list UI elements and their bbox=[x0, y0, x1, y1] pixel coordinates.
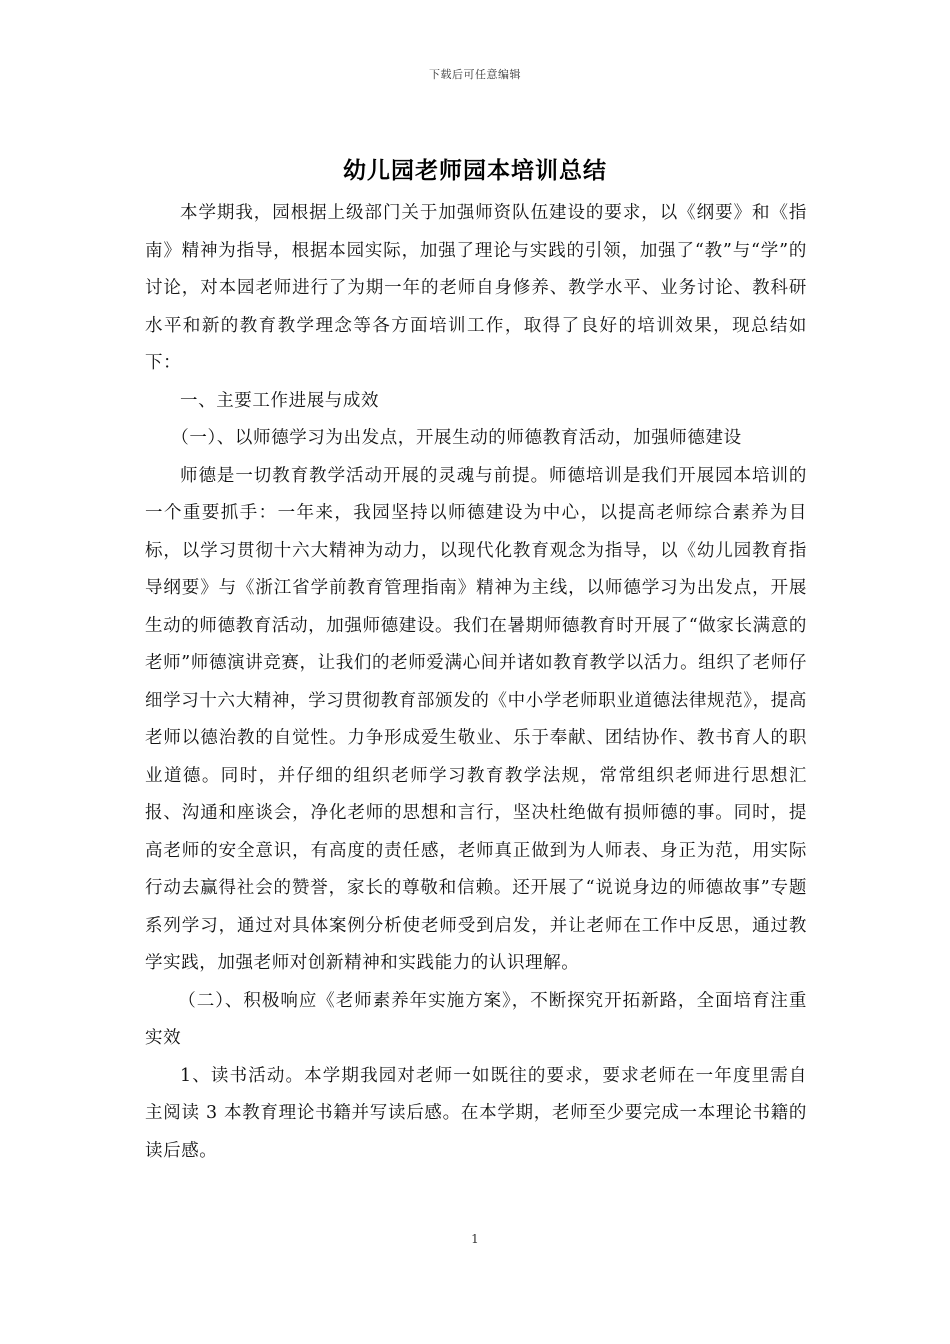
section-heading-1: 一、主要工作进展与成效 bbox=[180, 390, 380, 411]
page-header-note: 下载后可任意编辑 bbox=[429, 68, 521, 81]
reading-activity-paragraph: 1、读书活动。本学期我园对老师一如既往的要求，要求老师在一年度里需自主阅读 3 本教育理论书籍并写读后感。在本学期，老师至少要完成一本理论书籍的读后感。 bbox=[145, 1065, 807, 1161]
intro-paragraph: 本学期我，园根据上级部门关于加强师资队伍建设的要求，以《纲要》和《指南》精神为指导，根据本园实际，加强了理论与实践的引领，加强了“教”与“学”的讨论，对本园老师进行了为期一年的老师自身修养、教学水平、业务讨论、教科研水平和新的教育教学理念等各方面培训工作，取得了良好的培训效果，现总结如下： bbox=[145, 203, 807, 373]
document-body bbox=[145, 195, 807, 1170]
ethics-paragraph: 师德是一切教育教学活动开展的灵魂与前提。师德培训是我们开展园本培训的一个重要抓手：一年来，我园坚持以师德建设为中心，以提高老师综合素养为目标，以学习贯彻十六大精神为动力，以现代化教育观念为指导，以《幼儿园教育指导纲要》与《浙江省学前教育管理指南》精神为主线，以师德学习为出发点，开展生动的师德教育活动，加强师德建设。我们在暑期师德教育时开展了“做家长满意的老师”师德演讲竞赛，让我们的老师爱满心间并诸如教育教学以活力。组织了老师仔细学习十六大精神，学习贯彻教育部颁发的《中小学老师职业道德法律规范》，提高老师以德治教的自觉性。力争形成爱生敬业、乐于奉献、团结协作、教书育人的职业道德。同时，并仔细的组织老师学习教育教学法规，常常组织老师进行思想汇报、沟通和座谈会，净化老师的思想和言行，坚决杜绝做有损师德的事。同时，提高老师的安全意识，有高度的责任感，老师真正做到为人师表、身正为范，用实际行动去赢得社会的赞誉，家长的尊敬和信赖。还开展了“说说身边的师德故事”专题系列学习，通过对具体案例分析使老师受到启发，并让老师在工作中反思，通过教学实践，加强老师对创新精神和实践能力的认识理解。 bbox=[145, 465, 807, 973]
subsection-heading-2: （二）、积极响应《老师素养年实施方案》，不断探究开拓新路，全面培育注重实效 bbox=[145, 990, 807, 1048]
subsection-heading-1: （一）、以师德学习为出发点，开展生动的师德教育活动，加强师德建设 bbox=[171, 428, 742, 448]
page-number: 1 bbox=[471, 1232, 479, 1246]
document-title: 幼儿园老师园本培训总结 bbox=[343, 157, 607, 184]
